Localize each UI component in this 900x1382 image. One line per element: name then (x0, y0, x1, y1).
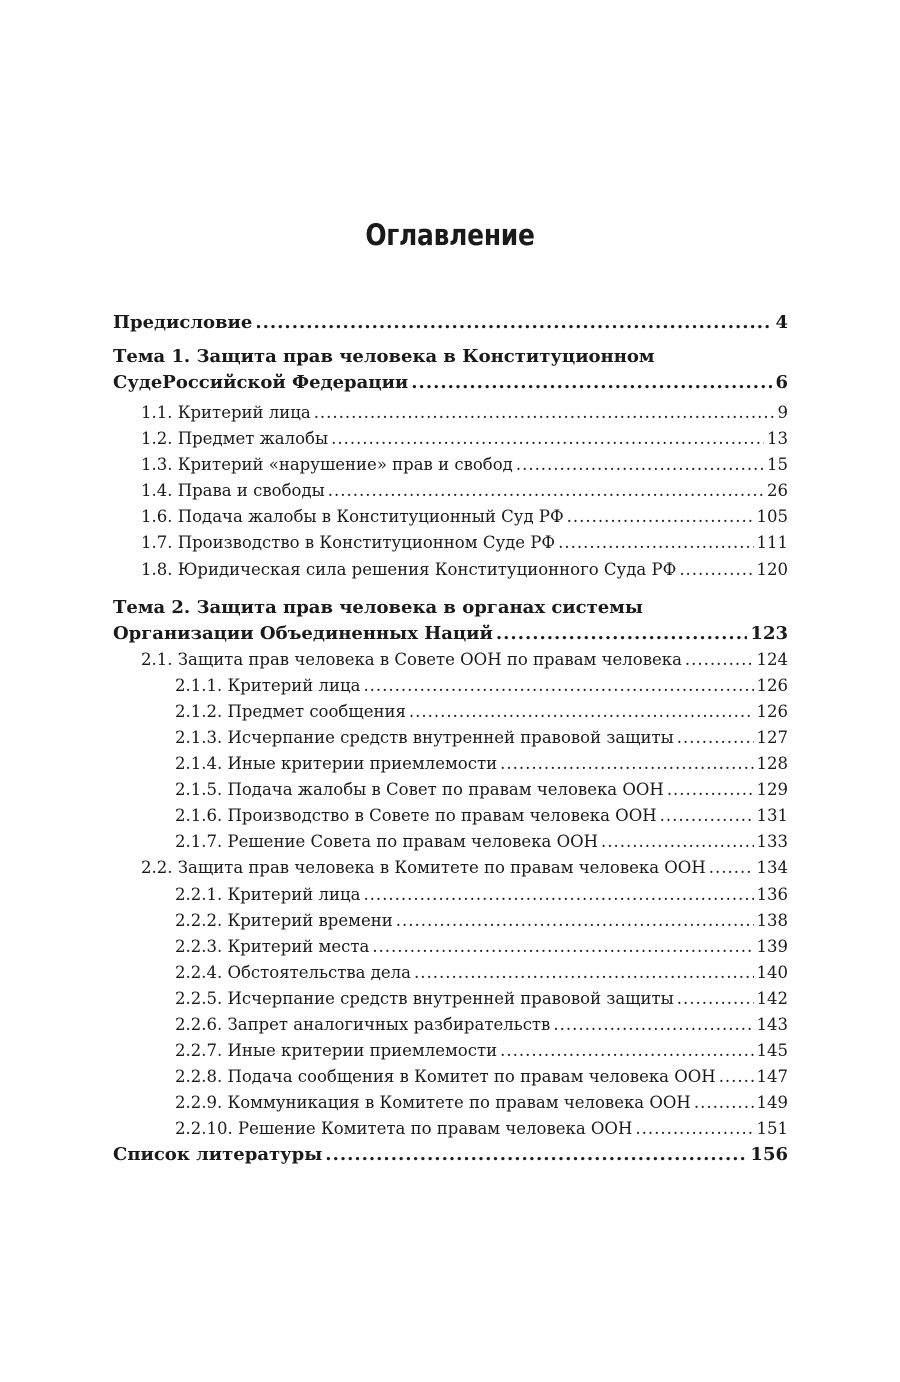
dot-leader (328, 478, 764, 504)
dot-leader (314, 400, 775, 426)
dot-leader (363, 673, 753, 699)
toc-entry-label: Предисловие (113, 312, 253, 333)
toc-entry[interactable] (113, 400, 788, 426)
dot-leader (558, 530, 753, 556)
toc-entry[interactable] (113, 426, 788, 452)
toc-entry-page: 138 (756, 910, 788, 930)
dot-leader (694, 1090, 754, 1116)
dot-leader (396, 908, 754, 934)
toc-entry-label: 2.2.3. Критерий места (175, 936, 370, 956)
toc-entry-page: 127 (756, 727, 788, 747)
toc-entry-page: 145 (756, 1041, 788, 1061)
toc-entry-label: 2.2.6. Запрет аналогичных разбирательств (175, 1014, 551, 1034)
toc-entry-page: 124 (756, 649, 788, 669)
toc-entry-label: 1.2. Предмет жалобы (141, 429, 329, 449)
toc-entry[interactable] (113, 557, 788, 583)
toc-entry-page: 9 (777, 403, 788, 422)
dot-leader (719, 1064, 754, 1090)
toc-entry-preface[interactable] (113, 310, 788, 336)
dot-leader (414, 960, 754, 986)
dot-leader (685, 647, 754, 673)
toc-entry-page: 133 (756, 832, 788, 852)
toc-entry-label: 2.1.5. Подача жалобы в Совет по правам человека ООН (175, 780, 664, 800)
toc-entry[interactable] (113, 986, 788, 1012)
toc-entry[interactable] (113, 829, 788, 855)
dot-leader (331, 426, 764, 452)
dot-leader (660, 803, 754, 829)
dot-leader (635, 1116, 753, 1142)
toc-entry-page: 143 (756, 1014, 788, 1034)
toc-entry-label: 2.1.1. Критерий лица (175, 675, 361, 695)
dot-leader (255, 310, 772, 336)
toc-entry-label: 1.4. Права и свободы (141, 481, 325, 501)
dot-leader (567, 504, 754, 530)
toc-entry[interactable] (113, 934, 788, 960)
toc-entry-label: 1.3. Критерий «нарушение» прав и свобод (141, 455, 513, 475)
dot-leader (677, 725, 754, 751)
dot-leader (411, 370, 772, 396)
toc-entry[interactable] (113, 960, 788, 986)
toc-entry-label: 2.2. Защита прав человека в Комитете по правам человека ООН (141, 858, 706, 878)
toc-entry-label: 2.1.7. Решение Совета по правам человека ООН (175, 832, 599, 852)
toc-entry-label: 2.1.4. Иные критерии приемлемости (175, 754, 498, 774)
toc-entry[interactable] (113, 530, 788, 556)
toc-entry-label: 1.6. Подача жалобы в Конституционный Суд РФ (141, 507, 564, 527)
toc-entry-label: 2.1.2. Предмет сообщения (175, 701, 406, 721)
toc-topic-1[interactable] (113, 370, 788, 396)
toc-entry-label: 2.2.5. Исчерпание средств внутренней правовой защиты (175, 988, 674, 1008)
toc-topic-2[interactable] (113, 621, 788, 647)
toc-entry-label: 1.1. Критерий лица (141, 403, 311, 422)
toc-entry[interactable] (113, 673, 788, 699)
dot-leader (500, 751, 753, 777)
toc-entry-label: 2.2.7. Иные критерии приемлемости (175, 1041, 498, 1061)
toc-entry-page: 151 (756, 1119, 788, 1139)
toc-entry-page: 156 (750, 1144, 788, 1166)
toc-entry[interactable] (113, 751, 788, 777)
dot-leader (325, 1142, 747, 1168)
toc-entry[interactable] (113, 452, 788, 478)
dot-leader (667, 777, 754, 803)
toc-entry[interactable] (113, 777, 788, 803)
toc-entry-label: 2.2.8. Подача сообщения в Комитет по правам человека ООН (175, 1067, 716, 1087)
toc-entry-page: 6 (775, 372, 788, 393)
dot-leader (496, 621, 748, 647)
toc-entry-bibliography[interactable] (113, 1142, 788, 1168)
toc-entry-page: 147 (756, 1067, 788, 1087)
toc-topic-1-line1[interactable]: Тема 1. Защита прав человека в Конституционном (113, 346, 655, 367)
toc-entry[interactable] (113, 803, 788, 829)
toc-entry-page: 111 (756, 533, 788, 553)
toc-entry-label: 2.2.9. Коммуникация в Комитете по правам человека ООН (175, 1093, 691, 1113)
toc-entry-page: 128 (756, 754, 788, 774)
toc-topic-2-line1[interactable]: Тема 2. Защита прав человека в органах системы (113, 596, 643, 618)
toc-entry-label: 2.1.6. Производство в Совете по правам человека ООН (175, 806, 657, 826)
toc-entry-label: Организации Объединенных Наций (113, 622, 493, 644)
toc-entry-page: 149 (756, 1093, 788, 1113)
toc-entry-page: 129 (756, 780, 788, 800)
toc-entry[interactable] (113, 478, 788, 504)
dot-leader (372, 934, 753, 960)
toc-entry[interactable] (113, 908, 788, 934)
toc-entry-page: 134 (756, 858, 788, 878)
toc-entry-page: 120 (756, 559, 788, 579)
toc-entry[interactable] (113, 882, 788, 908)
toc-entry-label: 1.7. Производство в Конституционном Суде РФ (141, 533, 556, 553)
toc-entry-label: 2.2.10. Решение Комитета по правам человека ООН (175, 1119, 633, 1139)
toc-entry-label: 2.1. Защита прав человека в Совете ООН по правам человека (141, 649, 682, 669)
toc-entry-page: 139 (756, 936, 788, 956)
dot-leader (677, 986, 754, 1012)
dot-leader (500, 1038, 753, 1064)
dot-leader (409, 699, 754, 725)
toc-section-2-2[interactable] (113, 855, 788, 881)
toc-entry-page: 26 (767, 481, 788, 501)
toc-entry-page: 136 (756, 884, 788, 904)
toc-entry[interactable] (113, 1038, 788, 1064)
dot-leader (679, 557, 753, 583)
dot-leader (516, 452, 764, 478)
toc-entry-page: 131 (756, 806, 788, 826)
toc-entry-label: Список литературы (113, 1144, 323, 1166)
toc-entry-label: 2.2.1. Критерий лица (175, 884, 361, 904)
toc-section-2-1[interactable] (113, 647, 788, 673)
toc-entry-label: 1.8. Юридическая сила решения Конституционного Суда РФ (141, 559, 677, 579)
toc-entry-label: 2.2.4. Обстоятельства дела (175, 962, 411, 982)
toc-entry[interactable] (113, 725, 788, 751)
toc-entry-page: 105 (756, 507, 788, 527)
dot-leader (553, 1012, 753, 1038)
toc-entry-page: 13 (767, 429, 788, 449)
dot-leader (601, 829, 753, 855)
toc-entry-page: 15 (767, 455, 788, 475)
page-title: Оглавление (365, 218, 535, 252)
toc-entry-page: 126 (756, 701, 788, 721)
toc-entry-label: 2.2.2. Критерий времени (175, 910, 393, 930)
toc-entry-label: 2.1.3. Исчерпание средств внутренней правовой защиты (175, 727, 674, 747)
toc-entry[interactable] (113, 504, 788, 530)
dot-leader (709, 855, 754, 881)
toc-entry-page: 126 (756, 675, 788, 695)
dot-leader (363, 882, 753, 908)
toc-entry[interactable] (113, 1090, 788, 1116)
toc-entry-page: 123 (750, 622, 788, 644)
toc-entry-page: 140 (756, 962, 788, 982)
toc-entry-label: СудеРоссийской Федерации (113, 372, 409, 393)
toc-entry[interactable] (113, 699, 788, 725)
toc-entry[interactable] (113, 1012, 788, 1038)
toc-entry-page: 142 (756, 988, 788, 1008)
table-of-contents (113, 310, 788, 1168)
toc-entry[interactable] (113, 1116, 788, 1142)
toc-entry[interactable] (113, 1064, 788, 1090)
toc-entry-page: 4 (775, 312, 788, 333)
